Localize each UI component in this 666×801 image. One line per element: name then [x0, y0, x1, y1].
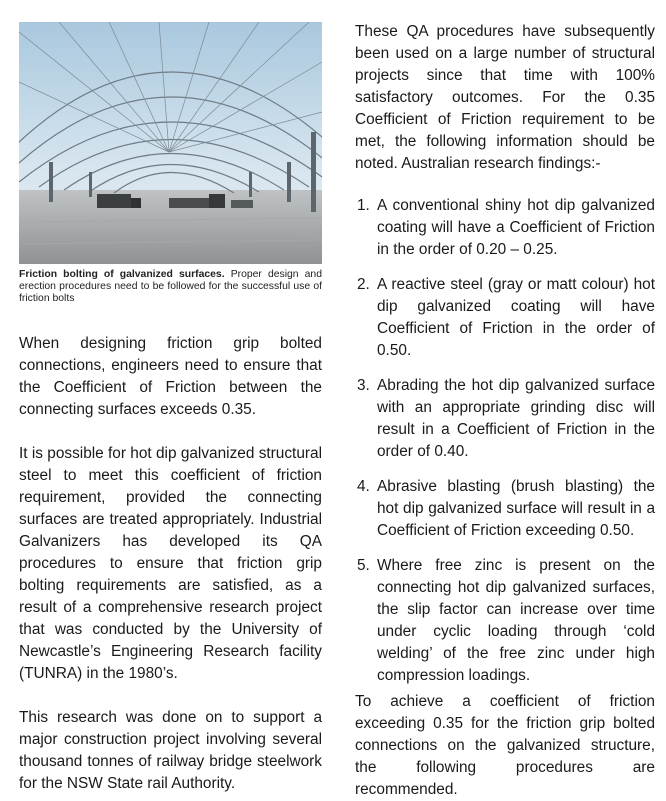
finding-item	[355, 375, 655, 463]
findings-list	[355, 195, 655, 687]
finding-text: Abrading the hot dip galvanized surface with an appropriate grinding disc will result in a Coefficient of Friction in the order of 0.40.	[377, 377, 655, 460]
finding-number: 2.	[357, 276, 370, 293]
finding-item	[355, 274, 655, 362]
steel-roof-structure-image	[19, 22, 322, 264]
finding-number: 1.	[357, 197, 370, 214]
finding-text: A reactive steel (gray or matt colour) hot dip galvanized coating will have Coefficient of Friction in the order of 0.50.	[377, 276, 655, 359]
finding-text: Where free zinc is present on the connecting hot dip galvanized surfaces, the slip factor can increase over time under cyclic loading through ‘cold welding’ of the free zinc under high compression loadings.	[377, 557, 655, 684]
construction-photo	[19, 22, 322, 264]
right-closing-paragraph: To achieve a coefficient of friction exceeding 0.35 for the friction grip bolted connections on the galvanized structure, the following procedures are recommended.	[355, 693, 655, 798]
finding-item	[355, 195, 655, 261]
caption-title: Friction bolting of galvanized surfaces.	[19, 269, 225, 280]
finding-number: 5.	[357, 557, 370, 574]
finding-text: A conventional shiny hot dip galvanized coating will have a Coefficient of Friction in the order of 0.20 – 0.25.	[377, 197, 655, 258]
left-column	[19, 22, 322, 795]
left-paragraph-2: It is possible for hot dip galvanized structural steel to meet this coefficient of friction requirement, provided the connecting surfaces are treated appropriately. Industrial Galvanizers has developed its QA procedures to ensure that friction grip bolting requirements are satisfied, as a result of a comprehensive research project that was conducted by the University of Newcastle’s Engineering Research facility (TUNRA) in the 1980’s.	[19, 444, 322, 682]
finding-item	[355, 555, 655, 687]
right-column	[355, 21, 655, 801]
caption-text: Proper design and erection procedures need to be followed for the successful use of friction bolts	[19, 269, 322, 305]
finding-number: 3.	[357, 377, 370, 394]
finding-item	[355, 476, 655, 542]
left-paragraph-1: When designing friction grip bolted connections, engineers need to ensure that the Coefficient of Friction between the connecting surfaces exceeds 0.35.	[19, 334, 322, 418]
left-paragraph-3: This research was done on to support a major construction project involving several thousand tonnes of railway bridge steelwork for the NSW State rail Authority.	[19, 708, 322, 792]
right-intro-paragraph: These QA procedures have subsequently been used on a large number of structural projects since that time with 100% satisfactory outcomes. For the 0.35 Coefficient of Friction requirement to be met, the following information should be noted. Australian research findings:-	[355, 23, 655, 172]
finding-text: Abrasive blasting (brush blasting) the hot dip galvanized surface will result in a Coefficient of Friction exceeding 0.50.	[377, 478, 655, 539]
finding-number: 4.	[357, 478, 370, 495]
figure-caption	[19, 269, 322, 306]
